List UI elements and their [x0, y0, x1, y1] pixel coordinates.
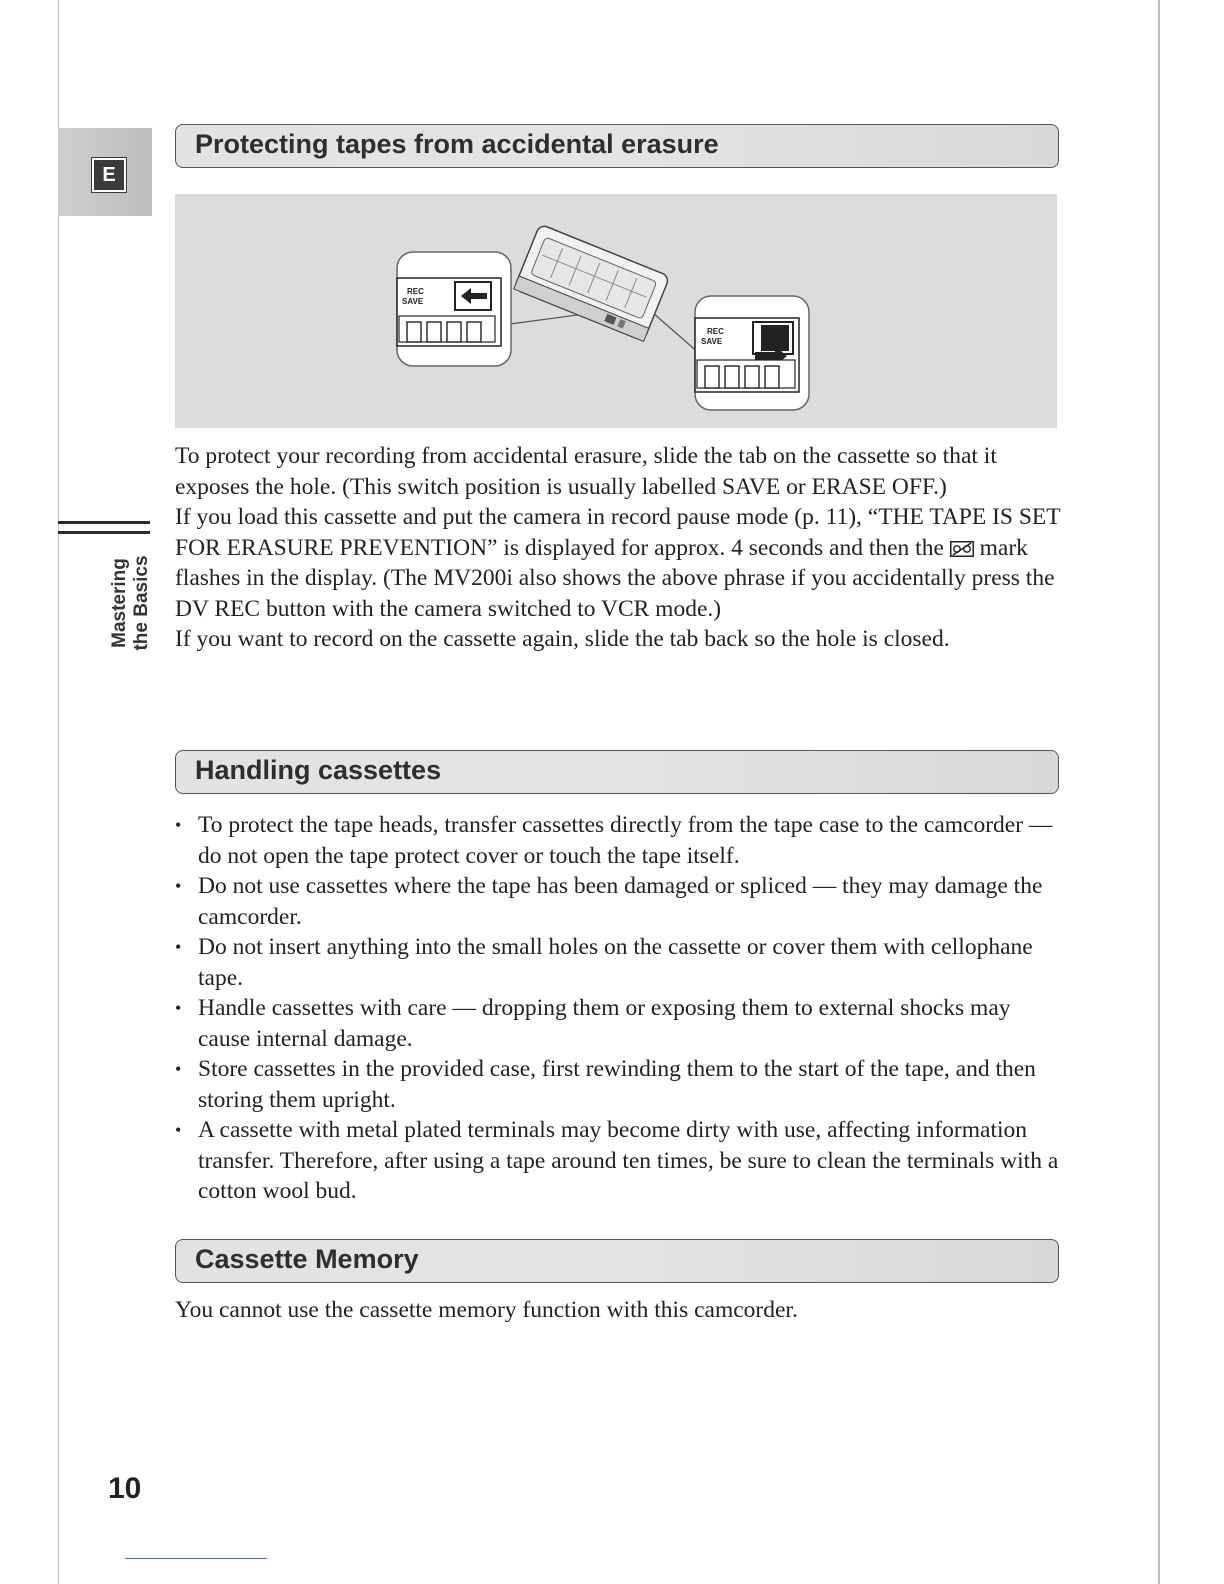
right-rec-label: REC — [707, 327, 724, 336]
protecting-para-1: To protect your recording from accidental erasure, slide the tab on the cassette so that it exposes the hole. (This switch position is usually labelled SAVE or ERASE OFF.) — [175, 443, 997, 500]
list-item: • Handle cassettes with care — dropping them or exposing them to external shocks may cause internal damage. — [175, 993, 1065, 1054]
language-tab — [58, 128, 152, 216]
language-tab-label: E — [92, 158, 126, 192]
memory-body — [175, 1295, 1065, 1326]
chapter-rule-bottom — [58, 531, 150, 534]
page-number: 10 — [108, 1472, 142, 1505]
list-item: • Do not use cassettes where the tape has been damaged or spliced — they may damage the camcorder. — [175, 871, 1065, 932]
right-save-label: SAVE — [701, 337, 723, 346]
chapter-label-line2: the Basics — [131, 555, 152, 651]
protecting-para-3: If you want to record on the cassette again, slide the tab back so the hole is closed. — [175, 626, 950, 652]
list-item: • Store cassettes in the provided case, first rewinding them to the start of the tape, and then storing them upright. — [175, 1054, 1065, 1115]
memory-text: You cannot use the cassette memory function with this camcorder. — [175, 1297, 798, 1323]
handling-list — [175, 810, 1065, 1207]
cassette-illustration — [175, 194, 1057, 428]
list-item: • Do not insert anything into the small holes on the cassette or cover them with cellophane tape. — [175, 932, 1065, 993]
chapter-rule-top — [58, 521, 150, 524]
cassette-diagram — [175, 194, 1057, 428]
section-title: Cassette Memory — [195, 1244, 419, 1274]
page-edge-right — [1158, 0, 1160, 1584]
section-heading-handling — [175, 750, 1059, 794]
section-title: Protecting tapes from accidental erasure — [195, 129, 719, 159]
chapter-label-line1: Mastering — [109, 558, 130, 648]
chapter-label — [103, 542, 159, 664]
erasure-prevention-icon — [950, 541, 974, 557]
protecting-para-2-end: mark flashes in the display. (The MV200i also shows the above phrase if you accidentally press the DV REC button with the camera switched to VCR mode.) — [175, 534, 1055, 622]
page-edge-left — [58, 0, 59, 1584]
protecting-body — [175, 441, 1065, 655]
list-item: • To protect the tape heads, transfer cassettes directly from the tape case to the camcorder — do not open the tape protect cover or touch the tape itself. — [175, 810, 1065, 871]
footer-rule — [125, 1558, 267, 1559]
section-heading-protecting — [175, 124, 1059, 168]
protecting-para-2 — [175, 502, 1065, 624]
section-heading-memory — [175, 1239, 1059, 1283]
left-rec-label: REC — [407, 287, 424, 296]
list-item: • A cassette with metal plated terminals may become dirty with use, affecting information transfer. Therefore, after using a tape around ten times, be sure to clean the terminals with a cotton wool bud. — [175, 1115, 1065, 1207]
protecting-para-2-start: If you load this cassette and put the camera in record pause mode (p. 11), “THE TAPE IS SET FOR ERASURE PREVENTION” is displayed for approx. 4 seconds and then the — [175, 504, 1061, 561]
left-save-label: SAVE — [402, 297, 424, 306]
section-title: Handling cassettes — [195, 755, 442, 785]
